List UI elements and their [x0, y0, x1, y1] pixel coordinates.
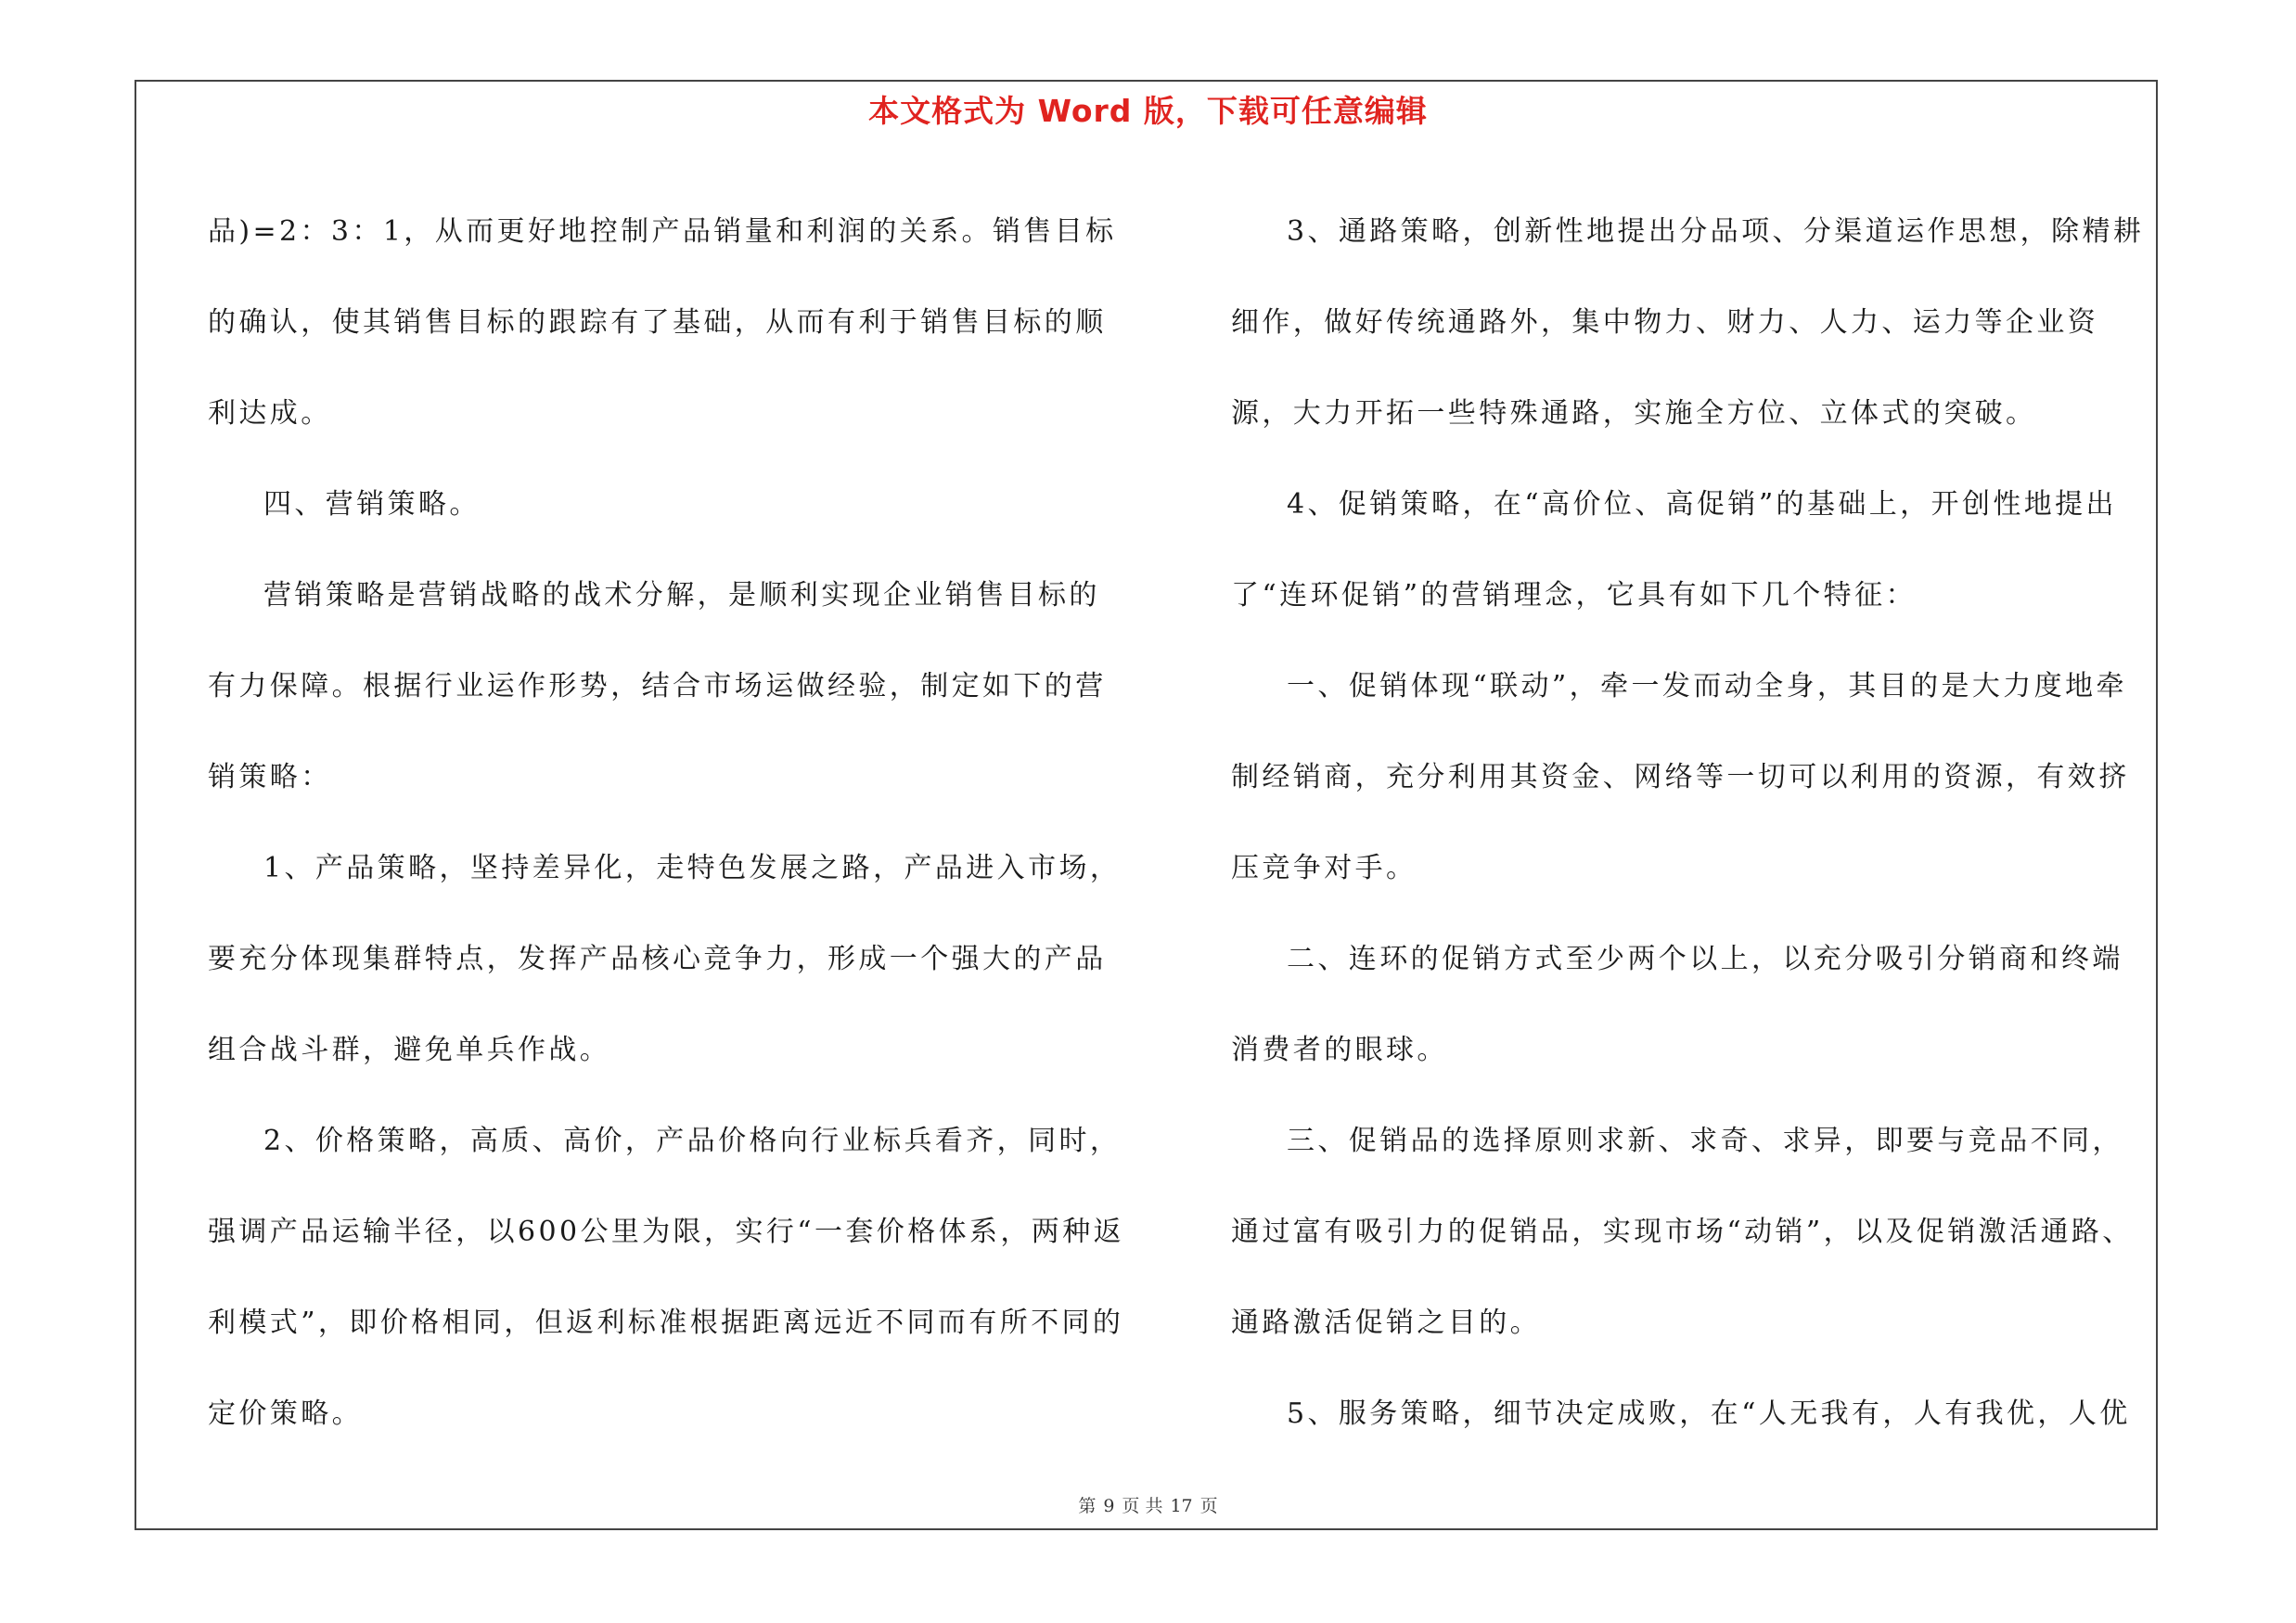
paragraph: 5、服务策略，细节决定成败，在“人无我有，人有我优，人优 — [1287, 1398, 2131, 1430]
paragraph: 三、促销品的选择原则求新、求奇、求异，即要与竞品不同，通过富有吸引力的促销品，实现市场“动销”，以及促销激活通路、通路激活促销之目的。 — [1231, 1125, 2134, 1339]
footer-total-pages: 17 — [1170, 1496, 1193, 1516]
paragraph: 1、产品策略，坚持差异化，走特色发展之路，产品进入市场，要充分体现集群特点，发挥产品核心竞争力，形成一个强大的产品组合战斗群，避免单兵作战。 — [208, 852, 1122, 1066]
footer-page-number: 9 — [1103, 1496, 1115, 1516]
paragraph: 2、价格策略，高质、高价，产品价格向行业标兵看齐，同时，强调产品运输半径，以600公里为限，实行“一套价格体系，两种返利模式”，即价格相同，但返利标准根据距离远近不同而有所不同的定价策略。 — [208, 1125, 1124, 1430]
paragraph: 4、促销策略，在“高价位、高促销”的基础上，开创性地提出了“连环促销”的营销理念，它具有如下几个特征： — [1231, 488, 2117, 612]
right-column — [1231, 187, 2149, 1460]
paragraph: 品)=2：3：1，从而更好地控制产品销量和利润的关系。销售目标的确认，使其销售目标的跟踪有了基础，从而有利于销售目标的顺利达成。 — [208, 215, 1117, 430]
format-banner: 本文格式为 Word 版，下载可任意编辑 — [868, 93, 1428, 129]
page-frame — [135, 80, 2158, 1530]
paragraph: 3、通路策略，创新性地提出分品项、分渠道运作思想，除精耕细作，做好传统通路外，集中物力、财力、人力、运力等企业资源，大力开拓一些特殊通路，实施全方位、立体式的突破。 — [1231, 215, 2145, 430]
footer-middle: 页 共 — [1122, 1496, 1163, 1516]
paragraph: 一、促销体现“联动”，牵一发而动全身，其目的是大力度地牵制经销商，充分利用其资金、网络等一切可以利用的资源，有效挤压竞争对手。 — [1231, 670, 2130, 884]
paragraph: 二、连环的促销方式至少两个以上，以充分吸引分销商和终端消费者的眼球。 — [1231, 943, 2123, 1066]
left-column — [208, 187, 1126, 1460]
paragraph: 营销策略是营销战略的战术分解，是顺利实现企业销售目标的有力保障。根据行业运作形势，结合市场运做经验，制定如下的营销策略： — [208, 579, 1107, 793]
footer-prefix: 第 — [1078, 1496, 1097, 1516]
footer-suffix: 页 — [1199, 1496, 1218, 1516]
page-footer — [136, 1494, 2160, 1518]
section-heading: 四、营销策略。 — [263, 488, 481, 521]
